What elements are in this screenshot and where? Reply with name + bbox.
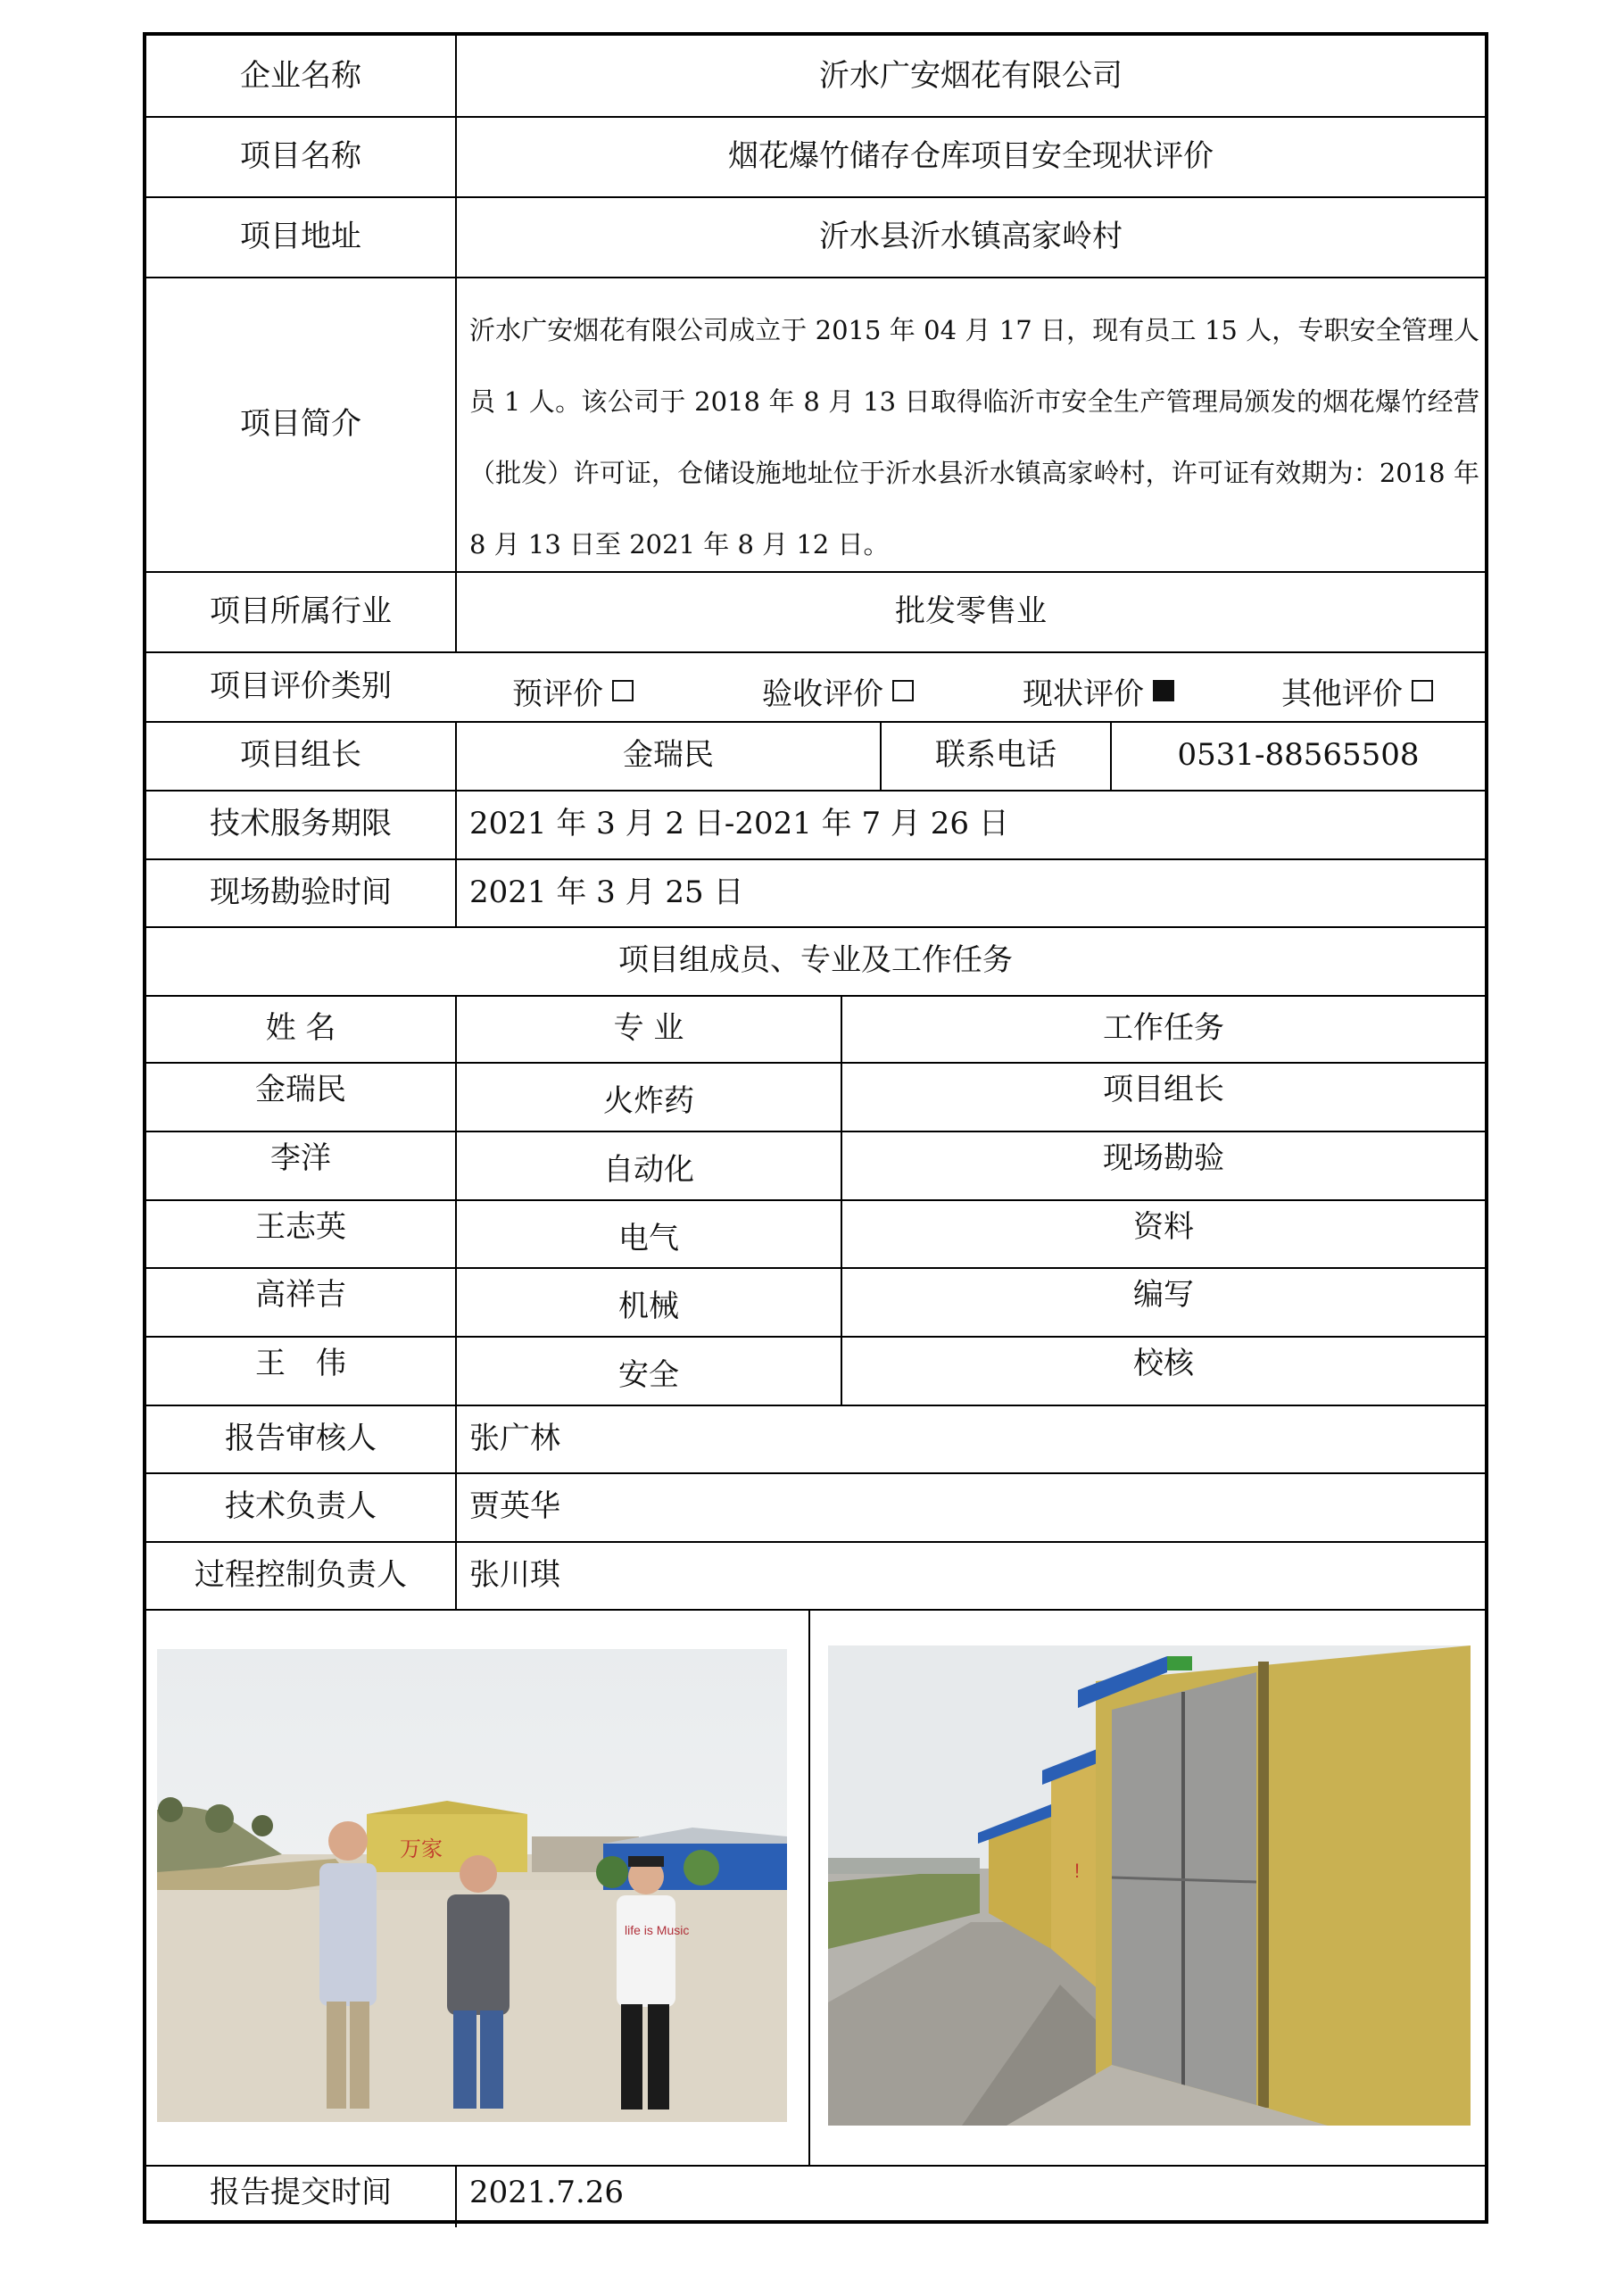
checked-box-icon — [1153, 680, 1174, 701]
member-task: 编写 — [1133, 1276, 1194, 1313]
member-name: 王 伟 — [255, 1345, 346, 1381]
eval-option-pre[interactable] — [512, 657, 634, 725]
tech-value: 贾英华 — [469, 1488, 560, 1525]
leader-value: 金瑞民 — [623, 737, 714, 774]
tech-label: 技术负责人 — [225, 1488, 377, 1525]
svg-text:!: ! — [1074, 1860, 1081, 1882]
address-label: 项目地址 — [240, 218, 361, 254]
eval-option-label: 预评价 — [512, 676, 603, 712]
project-label: 项目名称 — [240, 137, 361, 174]
industry-value: 批发零售业 — [895, 593, 1047, 629]
site-photo-warehouse — [828, 1645, 1471, 2126]
project-value: 烟花爆竹储存仓库项目安全现状评价 — [728, 137, 1214, 174]
member-name: 高祥吉 — [255, 1276, 346, 1313]
checkbox-icon — [612, 680, 634, 701]
eval-option-current[interactable] — [1023, 657, 1174, 725]
member-task: 项目组长 — [1103, 1071, 1224, 1107]
intro-text: 沂水广安烟花有限公司成立于 2015 年 04 月 17 日，现有员工 15 人，专职安全管理人员 1 人。该公司于 2018 年 8 月 13 日取得临沂市安全生产管理局颁发的烟花爆竹经营（批发）许可证，仓储设施地址位于沂水县沂水镇高家岭村，许可证有效期为：2018 年 8 月 13 日至 2021 年 8 月 12 日。 — [469, 315, 1479, 559]
team-header-name: 姓 名 — [265, 1010, 336, 1047]
phone-value: 0531-88565508 — [1177, 737, 1420, 774]
member-major: 安全 — [618, 1356, 679, 1393]
company-label: 企业名称 — [240, 57, 361, 94]
site-photo-team — [157, 1649, 787, 2122]
reviewer-value: 张广林 — [469, 1420, 560, 1456]
building-slogan: 万家 — [400, 1837, 443, 1861]
process-value: 张川琪 — [469, 1556, 560, 1593]
leader-label: 项目组长 — [240, 737, 361, 774]
eval-option-acceptance[interactable] — [762, 657, 914, 725]
checkbox-icon — [892, 680, 914, 701]
member-task: 现场勘验 — [1103, 1140, 1224, 1176]
eval-option-label: 现状评价 — [1023, 676, 1144, 712]
period-value: 2021 年 3 月 2 日-2021 年 7 月 26 日 — [469, 806, 1009, 842]
member-name: 李洋 — [270, 1140, 331, 1176]
team-title: 项目组成员、专业及工作任务 — [618, 942, 1013, 979]
industry-label: 项目所属行业 — [210, 593, 392, 629]
eval-option-label: 其他评价 — [1281, 676, 1403, 712]
team-header-task: 工作任务 — [1103, 1010, 1224, 1047]
team-header-major: 专 业 — [613, 1010, 684, 1047]
shirt-print: life is Music — [625, 1923, 690, 1937]
process-label: 过程控制负责人 — [195, 1556, 407, 1593]
period-label: 技术服务期限 — [210, 806, 392, 842]
address-value: 沂水县沂水镇高家岭村 — [819, 218, 1123, 254]
phone-label: 联系电话 — [935, 737, 1056, 774]
member-name: 王志英 — [255, 1208, 346, 1245]
member-major: 自动化 — [603, 1151, 694, 1188]
company-value: 沂水广安烟花有限公司 — [819, 57, 1123, 94]
submit-label: 报告提交时间 — [210, 2174, 392, 2210]
submit-value: 2021.7.26 — [469, 2174, 625, 2210]
survey-label: 现场勘验时间 — [210, 874, 392, 910]
eval-type-label: 项目评价类别 — [210, 667, 392, 704]
eval-option-label: 验收评价 — [762, 676, 883, 712]
member-major: 机械 — [618, 1288, 679, 1324]
eval-option-other[interactable] — [1281, 657, 1433, 725]
reviewer-label: 报告审核人 — [225, 1420, 377, 1456]
checkbox-icon — [1412, 680, 1433, 701]
member-major: 火炸药 — [603, 1082, 694, 1119]
member-name: 金瑞民 — [255, 1071, 346, 1107]
intro-label: 项目简介 — [240, 405, 361, 442]
member-task: 资料 — [1133, 1208, 1194, 1245]
survey-value: 2021 年 3 月 25 日 — [469, 874, 744, 910]
member-major: 电气 — [618, 1220, 679, 1256]
member-task: 校核 — [1133, 1345, 1194, 1381]
